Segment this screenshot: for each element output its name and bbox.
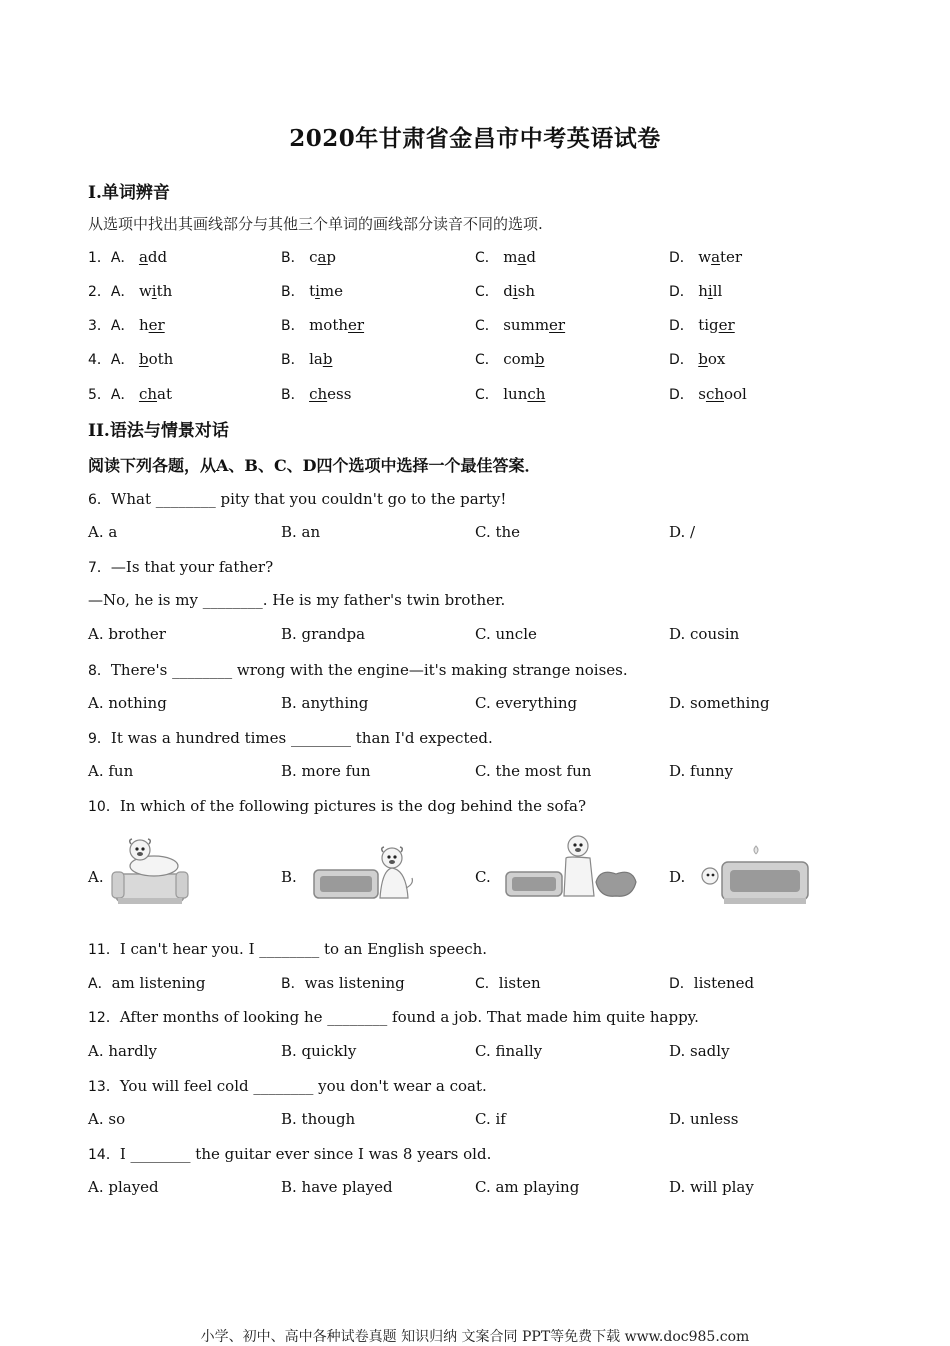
question-5-row <box>88 384 888 406</box>
option[interactable]: B. anything <box>281 694 369 712</box>
option[interactable]: C. the <box>475 523 521 541</box>
option[interactable]: B. grandpa <box>281 625 366 643</box>
option[interactable]: B． cap <box>281 248 337 266</box>
question-7-line2: —No, he is my ________. He is my father's twin brother. <box>88 591 506 609</box>
option[interactable]: A. so <box>88 1110 126 1128</box>
options-14 <box>88 1178 888 1200</box>
option[interactable]: D. funny <box>669 762 734 780</box>
option[interactable]: 3．A． her <box>88 316 165 334</box>
option-b-label[interactable]: B. <box>281 868 297 886</box>
question-7: 7．—Is that your father? <box>88 558 274 576</box>
options-8 <box>88 694 888 716</box>
option[interactable]: 4．A． both <box>88 350 174 368</box>
option[interactable]: C． comb <box>475 350 545 368</box>
question-14: 14．I ________ the guitar ever since I was 8 years old. <box>88 1145 492 1163</box>
option[interactable]: B. have played <box>281 1178 393 1196</box>
footer-text: 小学、初中、高中各种试卷真题 知识归纳 文案合同 PPT等免费下载 www.doc985.com <box>200 1329 750 1345</box>
option[interactable]: B． chess <box>281 385 352 403</box>
option[interactable]: B. quickly <box>281 1042 357 1060</box>
option[interactable]: 1．A． add <box>88 248 168 266</box>
option[interactable]: B． mother <box>281 316 365 334</box>
dog-between-sofas-image[interactable] <box>504 832 639 908</box>
question-6: 6．What ________ pity that you couldn't go to the party! <box>88 490 507 508</box>
option[interactable]: A. played <box>88 1178 159 1196</box>
option[interactable]: D. sadly <box>669 1042 730 1060</box>
option-d-label[interactable]: D. <box>669 868 686 886</box>
options-13 <box>88 1110 888 1132</box>
option[interactable]: C. the most fun <box>475 762 592 780</box>
option[interactable]: 5．A． chat <box>88 385 172 403</box>
option[interactable]: D．listened <box>669 974 755 992</box>
option[interactable]: B. more fun <box>281 762 371 780</box>
options-9 <box>88 762 888 784</box>
question-2-row <box>88 281 888 303</box>
dog-on-sofa-image[interactable] <box>110 832 190 908</box>
options-7 <box>88 625 888 647</box>
option[interactable]: C. everything <box>475 694 578 712</box>
dog-behind-sofa-image[interactable] <box>700 832 812 908</box>
section2-instruction: 阅读下列各题，从A、B、C、D四个选项中选择一个最佳答案． <box>88 456 541 475</box>
option-c-label[interactable]: C. <box>475 868 491 886</box>
options-10-pictures <box>88 832 888 912</box>
section2-heading: II.语法与情景对话 <box>88 421 229 441</box>
option[interactable]: A. hardly <box>88 1042 158 1060</box>
option[interactable]: B. an <box>281 523 321 541</box>
option[interactable]: C. if <box>475 1110 506 1128</box>
option[interactable]: D. cousin <box>669 625 740 643</box>
option[interactable]: C. finally <box>475 1042 543 1060</box>
option[interactable]: A．am listening <box>88 974 206 992</box>
question-3-row <box>88 315 888 337</box>
option[interactable]: 2．A． with <box>88 282 173 300</box>
option[interactable]: D. will play <box>669 1178 754 1196</box>
option[interactable]: C. am playing <box>475 1178 580 1196</box>
options-6 <box>88 523 888 545</box>
section1-heading: I.单词辨音 <box>88 183 170 203</box>
option[interactable]: C．listen <box>475 974 541 992</box>
question-10: 10．In which of the following pictures is the dog behind the sofa? <box>88 797 587 815</box>
option[interactable]: A. a <box>88 523 118 541</box>
option[interactable]: D． tiger <box>669 316 735 334</box>
option[interactable]: B． lab <box>281 350 333 368</box>
option[interactable]: D． water <box>669 248 743 266</box>
options-11 <box>88 973 888 995</box>
option-a-label[interactable]: A. <box>88 868 104 886</box>
question-11: 11．I can't hear you. I ________ to an English speech. <box>88 940 488 958</box>
section1-instruction: 从选项中找出其画线部分与其他三个单词的画线部分读音不同的选项. <box>88 215 543 233</box>
option[interactable]: D． hill <box>669 282 723 300</box>
option[interactable]: C． mad <box>475 248 537 266</box>
option[interactable]: B． time <box>281 282 344 300</box>
option[interactable]: C． summer <box>475 316 566 334</box>
option[interactable]: D． school <box>669 385 747 403</box>
option[interactable]: D. something <box>669 694 770 712</box>
option[interactable]: D. / <box>669 523 696 541</box>
option[interactable]: C. uncle <box>475 625 537 643</box>
option[interactable]: A. brother <box>88 625 166 643</box>
option[interactable]: B. though <box>281 1110 356 1128</box>
option[interactable]: A. nothing <box>88 694 167 712</box>
options-12 <box>88 1042 888 1064</box>
question-13: 13．You will feel cold ________ you don't wear a coat. <box>88 1077 487 1095</box>
option[interactable]: C． dish <box>475 282 536 300</box>
question-4-row <box>88 349 888 371</box>
option[interactable]: D. unless <box>669 1110 739 1128</box>
page-title: 2020年甘肃省金昌市中考英语试卷 <box>289 125 661 152</box>
option[interactable]: A. fun <box>88 762 134 780</box>
option[interactable]: B．was listening <box>281 974 405 992</box>
option[interactable]: C． lunch <box>475 385 546 403</box>
question-8: 8．There's ________ wrong with the engine—it's making strange noises. <box>88 661 628 679</box>
question-9: 9．It was a hundred times ________ than I'd expected. <box>88 729 493 747</box>
dog-beside-sofa-image[interactable] <box>310 832 420 908</box>
option[interactable]: D． box <box>669 350 726 368</box>
question-1-row <box>88 247 888 269</box>
question-12: 12．After months of looking he ________ found a job. That made him quite happy. <box>88 1008 699 1026</box>
